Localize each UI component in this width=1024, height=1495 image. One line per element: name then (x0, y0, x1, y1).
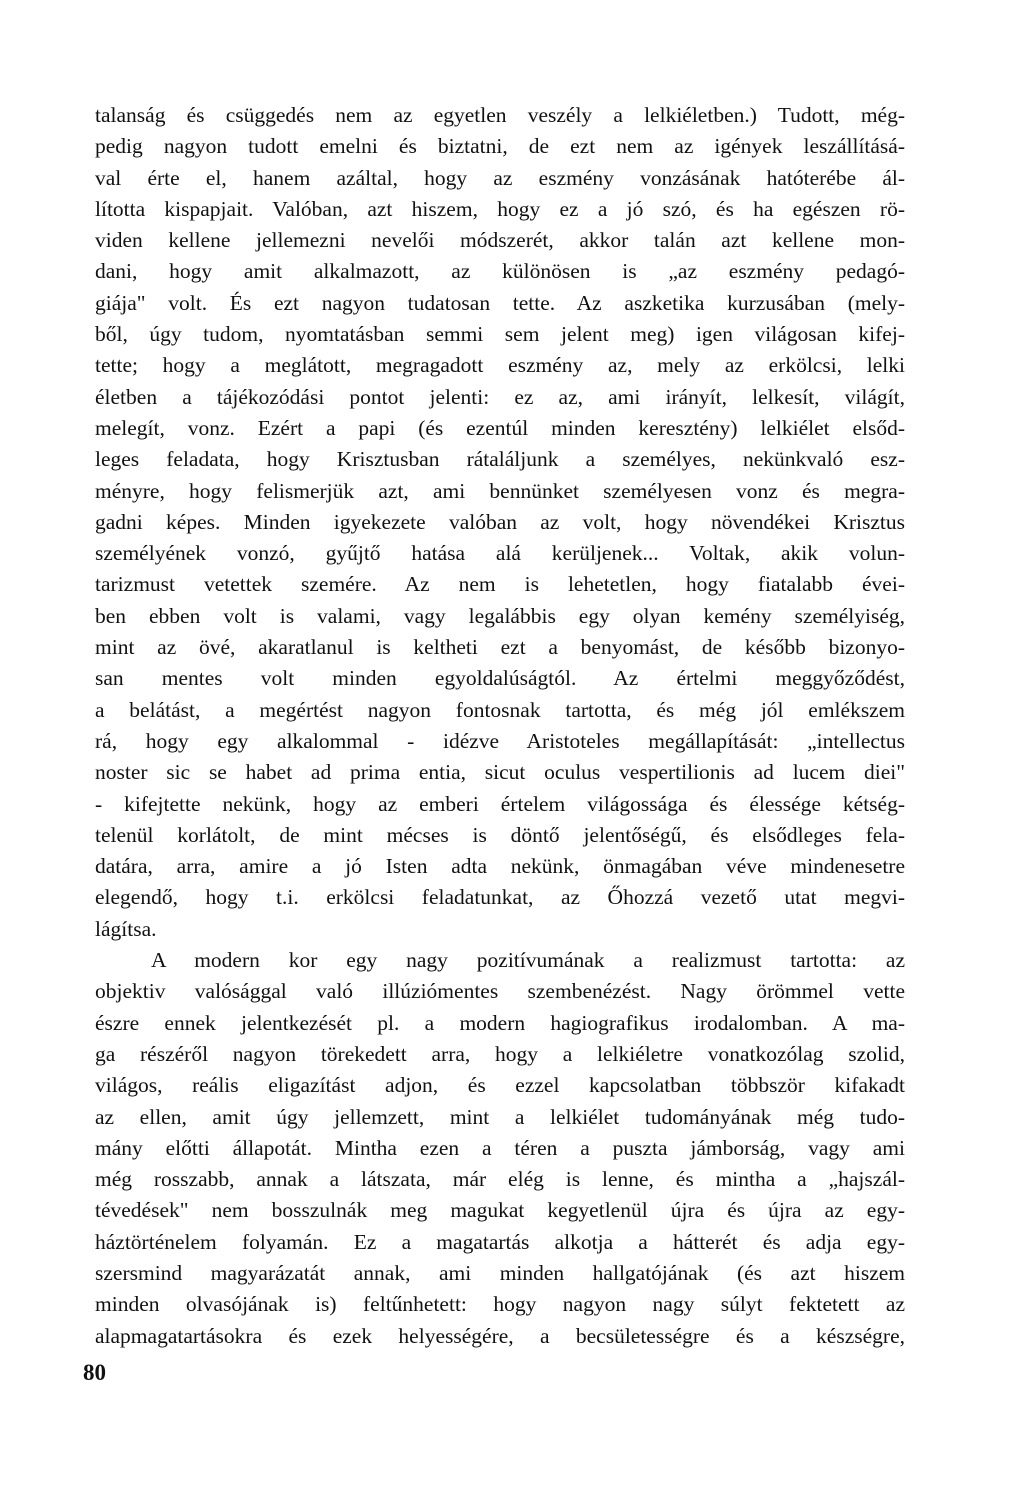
text-line: val érte el, hanem azáltal, hogy az eszmény vonzásának hatóterébe ál- (95, 165, 905, 190)
text-line: A modern kor egy nagy pozitívumának a realizmust tartotta: az (151, 948, 905, 973)
text-line: elegendő, hogy t.i. erkölcsi feladatunkat, az Őhozzá vezető utat megvi- (95, 885, 905, 910)
text-line: személyének vonzó, gyűjtő hatása alá kerüljenek... Voltak, akik volun- (95, 541, 905, 566)
body-text (95, 100, 905, 1352)
page-number: 80 (83, 1360, 106, 1385)
text-line: leges feladata, hogy Krisztusban rátaláljunk a személyes, nekünkvaló esz- (95, 447, 905, 472)
text-line: tévedések" nem bosszulnák meg magukat kegyetlenül újra és újra az egy- (95, 1198, 905, 1223)
paragraph-2 (95, 945, 905, 1352)
text-line: ményre, hogy felismerjük azt, ami bennünket személyesen vonz és megra- (95, 478, 905, 503)
text-line: az ellen, amit úgy jellemzett, mint a lelkiélet tudományának még tudo- (95, 1104, 905, 1129)
text-line: ben ebben volt is valami, vagy legalábbis egy olyan kemény személyiség, (95, 603, 905, 628)
text-line: ga részéről nagyon törekedett arra, hogy a lelkiéletre vonatkozólag szolid, (95, 1041, 905, 1066)
text-line: lágítsa. (95, 916, 157, 941)
text-line: mint az övé, akaratlanul is keltheti ezt a benyomást, de később bizonyo- (95, 635, 905, 660)
text-line: noster sic se habet ad prima entia, sicut oculus vespertilionis ad lucem diei" (95, 760, 905, 785)
text-line: minden olvasójának is) feltűnhetett: hogy nagyon nagy súlyt fektetett az (95, 1292, 905, 1317)
text-line: viden kellene jellemezni nevelői módszerét, akkor talán azt kellene mon- (95, 228, 905, 253)
text-line: alapmagatartásokra és ezek helyességére, a becsületességre és a készségre, (95, 1323, 905, 1348)
text-line: melegít, vonz. Ezért a papi (és ezentúl minden keresztény) lelkiélet elsőd- (95, 415, 905, 440)
text-line: san mentes volt minden egyoldalúságtól. Az értelmi meggyőződést, (95, 666, 905, 691)
text-line: - kifejtette nekünk, hogy az emberi értelem világossága és élessége kétség- (95, 791, 905, 816)
text-line: világos, reális eligazítást adjon, és ezzel kapcsolatban többször kifakadt (95, 1073, 905, 1098)
text-line: talanság és csüggedés nem az egyetlen veszély a lelkiéletben.) Tudott, még- (95, 103, 905, 127)
text-line: ből, úgy tudom, nyomtatásban semmi sem jelent meg) igen világosan kifej- (95, 322, 905, 347)
paragraph-1 (95, 100, 905, 945)
text-line: mány előtti állapotát. Mintha ezen a téren a puszta jámborság, vagy ami (95, 1135, 905, 1160)
text-line: életben a tájékozódási pontot jelenti: ez az, ami irányít, lelkesít, világít, (95, 384, 905, 409)
text-line: giája" volt. És ezt nagyon tudatosan tette. Az aszketika kurzusában (mely- (95, 290, 905, 315)
text-line: rá, hogy egy alkalommal - idézve Aristoteles megállapítását: „intellectus (95, 728, 905, 753)
text-line: észre ennek jelentkezését pl. a modern hagiografikus irodalomban. A ma- (95, 1010, 905, 1035)
text-line: tarizmust vetettek szemére. Az nem is lehetetlen, hogy fiatalabb évei- (95, 572, 905, 597)
text-line: gadni képes. Minden igyekezete valóban az volt, hogy növendékei Krisztus (95, 509, 905, 534)
text-line: szersmind magyarázatát annak, ami minden hallgatójának (és azt hiszem (95, 1260, 905, 1285)
text-line: dani, hogy amit alkalmazott, az különösen is „az eszmény pedagó- (95, 259, 905, 284)
text-line: objektiv valósággal való illúziómentes szembenézést. Nagy örömmel vette (95, 979, 905, 1004)
text-line: telenül korlátolt, de mint mécses is döntő jelentőségű, és elsődleges fela- (95, 822, 905, 847)
text-line: még rosszabb, annak a látszata, már elég is lenne, és mintha a „hajszál- (95, 1167, 905, 1192)
text-line: pedig nagyon tudott emelni és biztatni, de ezt nem az igények leszállításá- (95, 134, 905, 159)
text-line: háztörténelem folyamán. Ez a magatartás alkotja a hátterét és adja egy- (95, 1229, 905, 1254)
text-line: a belátást, a megértést nagyon fontosnak tartotta, és még jól emlékszem (95, 697, 905, 722)
text-line: datára, arra, amire a jó Isten adta nekünk, önmagában véve mindenesetre (95, 854, 905, 879)
text-line: lította kispapjait. Valóban, azt hiszem, hogy ez a jó szó, és ha egészen rö- (95, 196, 905, 221)
text-line: tette; hogy a meglátott, megragadott eszmény az, mely az erkölcsi, lelki (95, 353, 905, 378)
